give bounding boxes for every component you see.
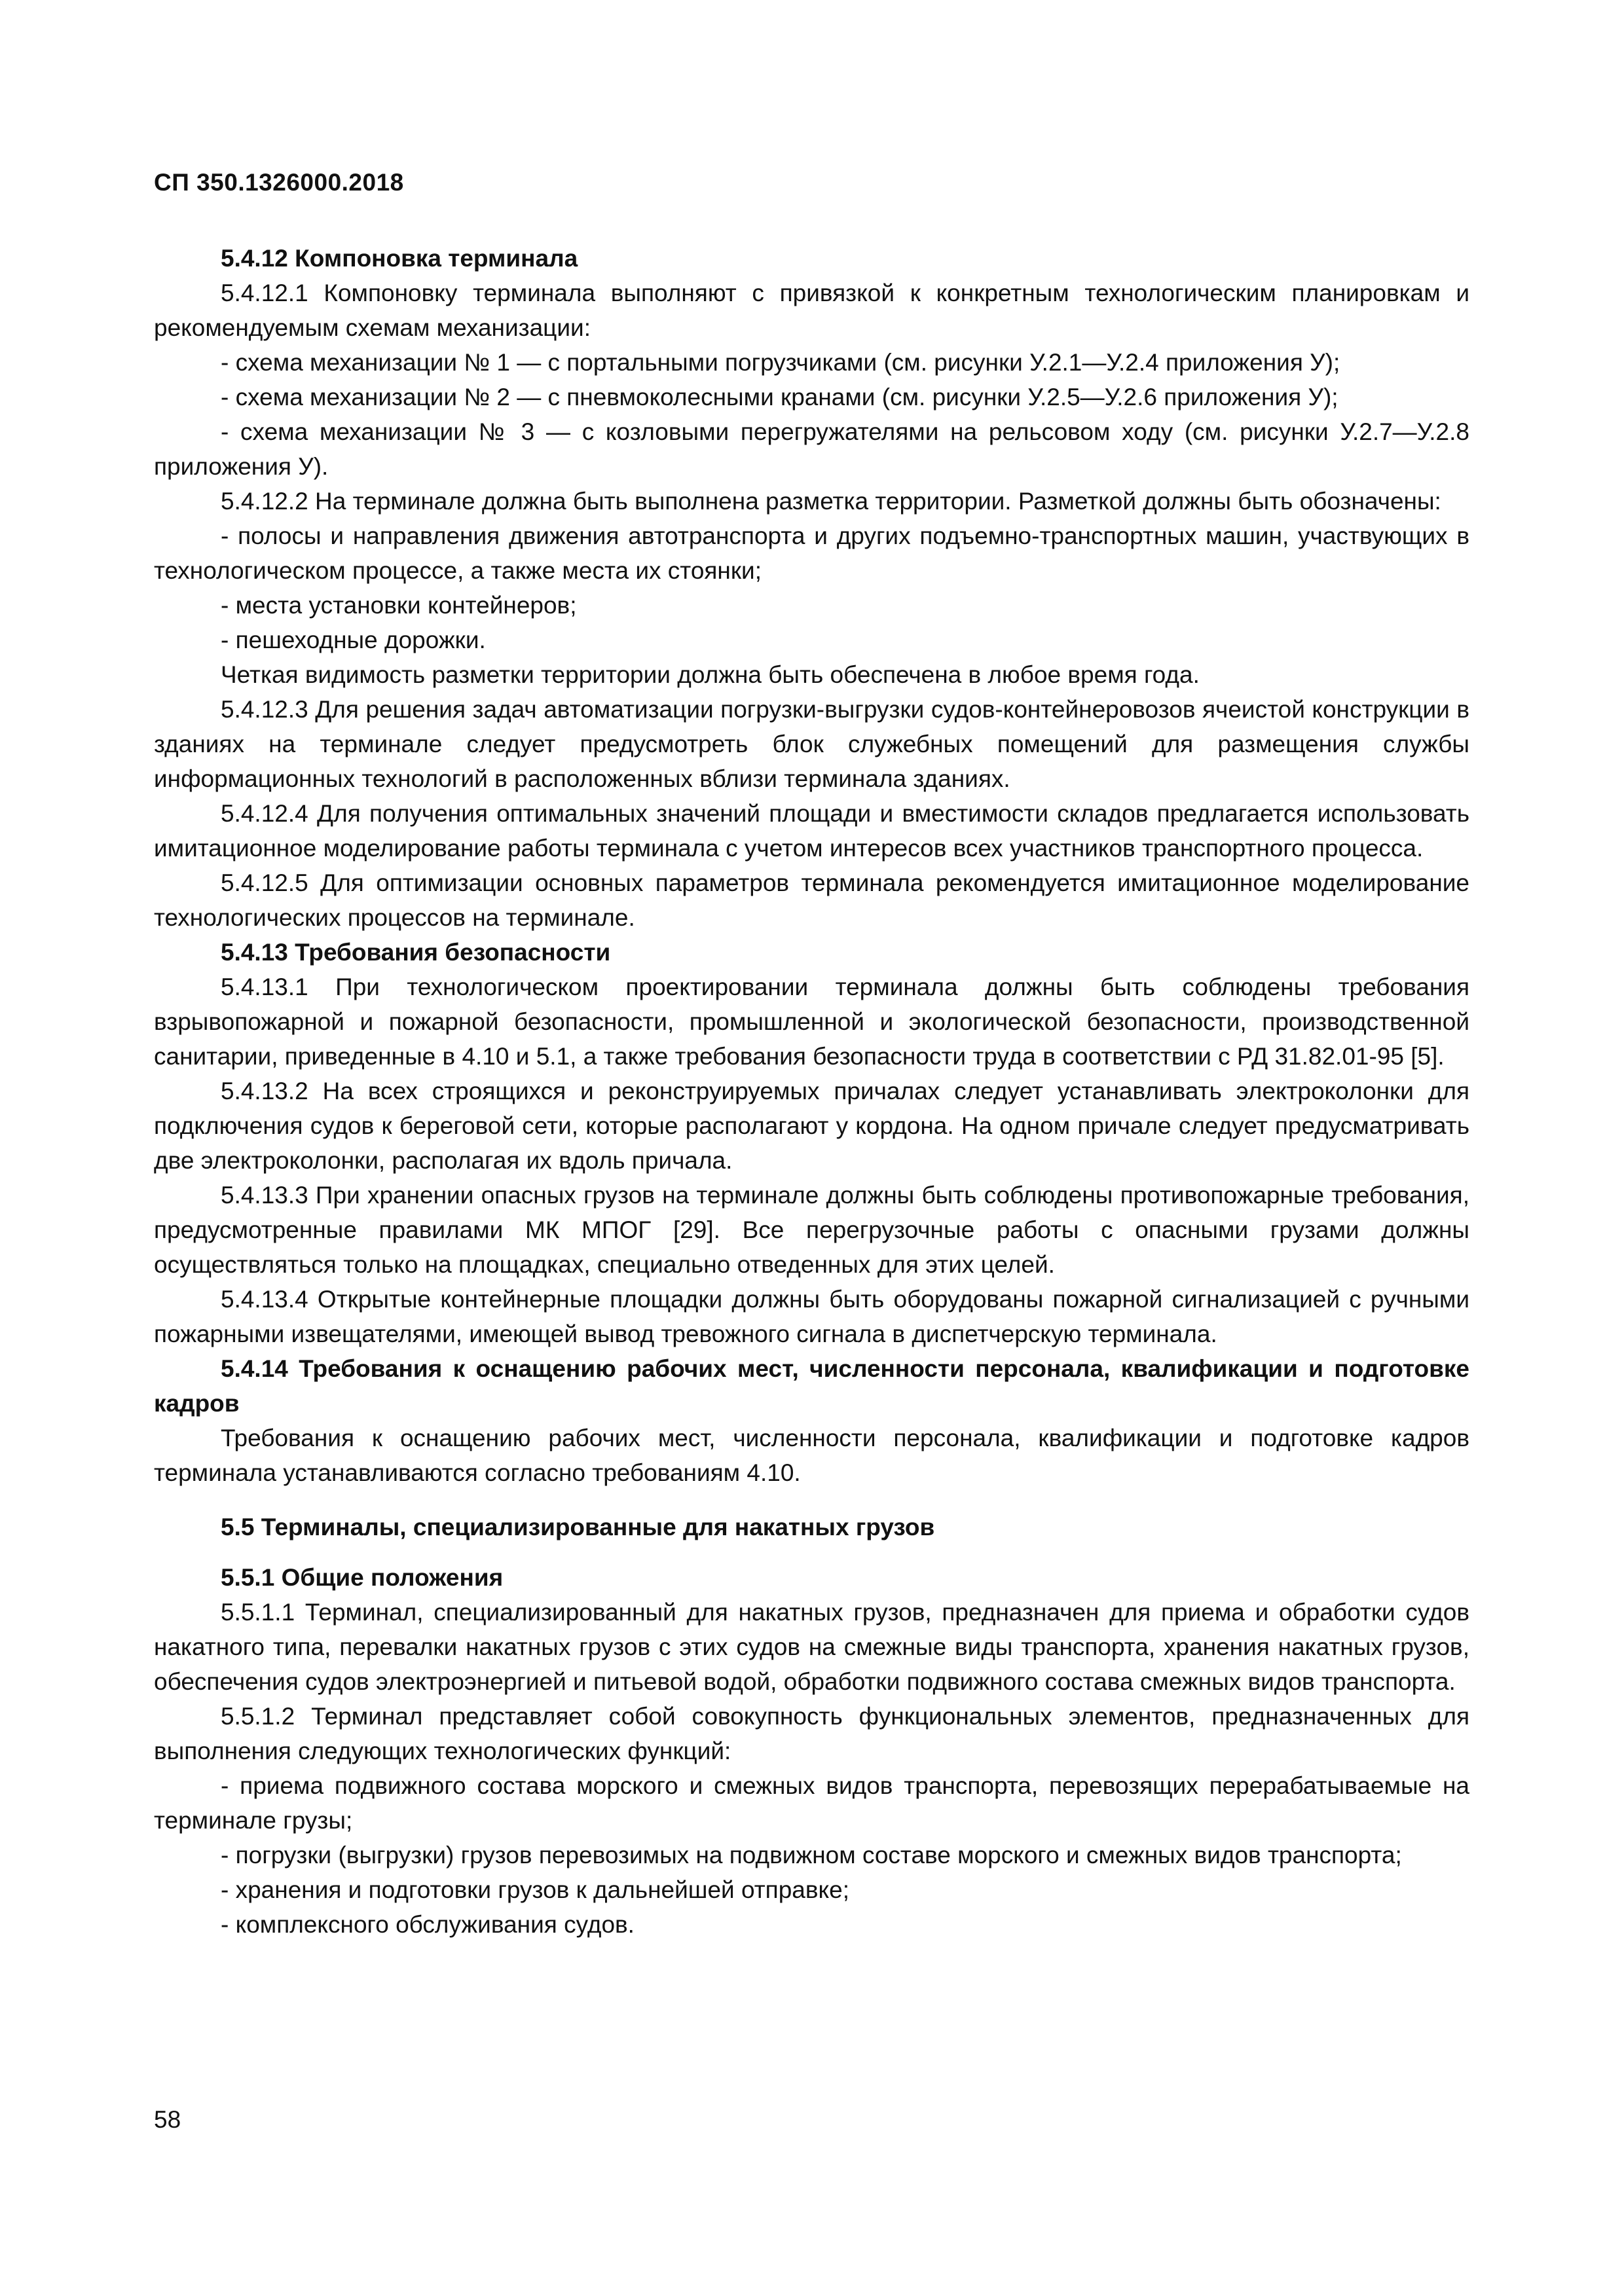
paragraph-5-4-13-4: 5.4.13.4 Открытые контейнерные площадки должны быть оборудованы пожарной сигнализацией с ручными пожарными извещателями, имеющей вывод тревожного сигнала в диспетчерскую терминала. — [154, 1286, 1469, 1347]
section-heading-5-4-13: 5.4.13 Требования безопасности — [221, 939, 611, 966]
paragraph-5-4-12-3: 5.4.12.3 Для решения задач автоматизации погрузки-выгрузки судов-контейнеровозов ячеистой конструкции в зданиях на терминале следует предусмотреть блок служебных помещений для размещения службы информационных технологий в расположенных вблизи терминала зданиях. — [154, 696, 1469, 792]
paragraph-5-4-12-1: 5.4.12.1 Компоновку терминала выполняют с привязкой к конкретным технологическим планировкам и рекомендуемым схемам механизации: — [154, 280, 1469, 341]
list-item: - полосы и направления движения автотранспорта и других подъемно-транспортных машин, участвующих в технологическом процессе, а также места их стоянки; — [154, 522, 1469, 584]
page-number: 58 — [154, 2106, 181, 2133]
paragraph-5-4-12-2: 5.4.12.2 На терминале должна быть выполнена разметка территории. Разметкой должны быть обозначены: — [221, 488, 1441, 515]
list-item: - хранения и подготовки грузов к дальнейшей отправке; — [221, 1876, 849, 1903]
paragraph-5-4-13-2: 5.4.13.2 На всех строящихся и реконструируемых причалах следует устанавливать электроколонки для подключения судов к береговой сети, которые располагают у кордона. На одном причале следует предусматривать две электроколонки, располагая их вдоль причала. — [154, 1078, 1469, 1174]
paragraph-5-4-14: Требования к оснащению рабочих мест, численности персонала, квалификации и подготовке кадров терминала устанавливаются согласно требованиям 4.10. — [154, 1425, 1469, 1486]
list-item: - схема механизации № 1 — с портальными погрузчиками (см. рисунки У.2.1—У.2.4 приложения У); — [221, 349, 1340, 376]
list-item: - приема подвижного состава морского и смежных видов транспорта, перевозящих перерабатываемые на терминале грузы; — [154, 1772, 1469, 1834]
paragraph-5-5-1-1: 5.5.1.1 Терминал, специализированный для накатных грузов, предназначен для приема и обработки судов накатного типа, перевалки накатных грузов с этих судов на смежные виды транспорта, хранения накатных грузов, обеспечения судов электроэнергией и питьевой водой, обработки подвижного состава смежных видов транспорта. — [154, 1599, 1469, 1695]
paragraph-5-4-13-3: 5.4.13.3 При хранении опасных грузов на терминале должны быть соблюдены противопожарные требования, предусмотренные правилами МК МПОГ [29]. Все перегрузочные работы с опасными грузами должны осуществляться только на площадках, специально отведенных для этих целей. — [154, 1182, 1469, 1278]
paragraph-5-4-13-1: 5.4.13.1 При технологическом проектировании терминала должны быть соблюдены требования взрывопожарной и пожарной безопасности, промышленной и экологической безопасности, производственной санитарии, приведенные в 4.10 и 5.1, а также требования безопасности труда в соответствии с РД 31.82.01-95 [5]. — [154, 974, 1469, 1070]
section-heading-5-5-1: 5.5.1 Общие положения — [221, 1564, 504, 1591]
document-code: СП 350.1326000.2018 — [154, 169, 404, 196]
paragraph-5-5-1-2: 5.5.1.2 Терминал представляет собой совокупность функциональных элементов, предназначенных для выполнения следующих технологических функций: — [154, 1703, 1469, 1764]
page-content — [154, 241, 1469, 1942]
list-item: - погрузки (выгрузки) грузов перевозимых на подвижном составе морского и смежных видов транспорта; — [221, 1842, 1402, 1868]
list-item: - комплексного обслуживания судов. — [221, 1911, 635, 1938]
list-item: - схема механизации № 3 — с козловыми перегружателями на рельсовом ходу (см. рисунки У.2.7—У.2.8 приложения У). — [154, 418, 1469, 480]
paragraph-5-4-12-4: 5.4.12.4 Для получения оптимальных значений площади и вместимости складов предлагается использовать имитационное моделирование работы терминала с учетом интересов всех участников транспортного процесса. — [154, 800, 1469, 862]
list-item: - пешеходные дорожки. — [221, 627, 486, 653]
list-item: - схема механизации № 2 — с пневмоколесными кранами (см. рисунки У.2.5—У.2.6 приложения У); — [221, 384, 1338, 410]
section-heading-5-4-12: 5.4.12 Компоновка терминала — [221, 245, 578, 272]
section-heading-5-4-14: 5.4.14 Требования к оснащению рабочих мест, численности персонала, квалификации и подготовке кадров — [154, 1355, 1469, 1417]
paragraph: Четкая видимость разметки территории должна быть обеспечена в любое время года. — [221, 661, 1200, 688]
list-item: - места установки контейнеров; — [221, 592, 577, 619]
paragraph-5-4-12-5: 5.4.12.5 Для оптимизации основных параметров терминала рекомендуется имитационное моделирование технологических процессов на терминале. — [154, 869, 1469, 931]
section-heading-5-5: 5.5 Терминалы, специализированные для накатных грузов — [221, 1514, 935, 1540]
